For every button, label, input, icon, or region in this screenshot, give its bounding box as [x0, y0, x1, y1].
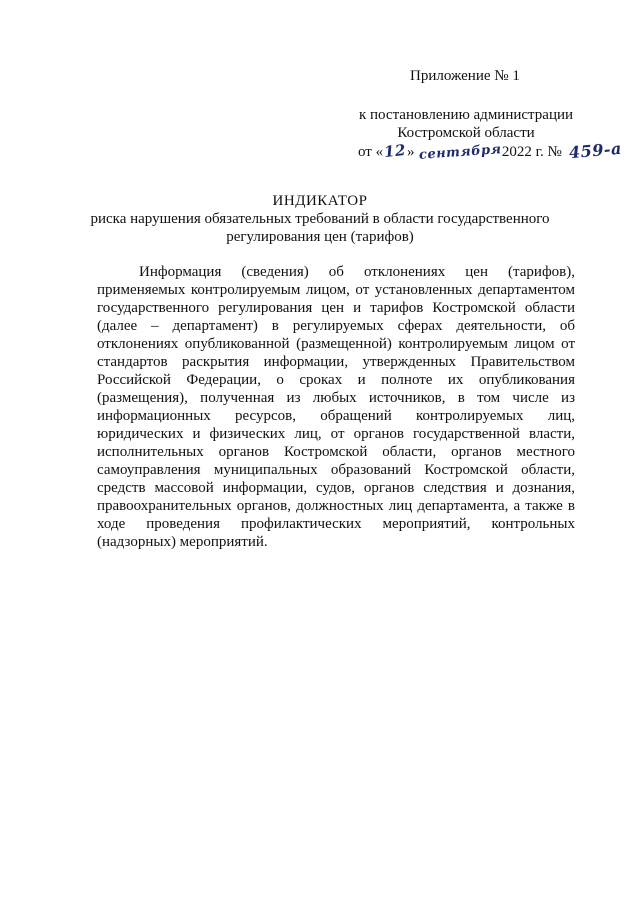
- appendix-label: Приложение № 1: [410, 68, 520, 84]
- document-subtitle: риска нарушения обязательных требований в области государственного регулирования цен (тарифов): [90, 211, 550, 245]
- approval-line-1: к постановлению администрации: [358, 107, 574, 123]
- approval-date-line: [352, 138, 623, 163]
- document-body: Информация (сведения) об отклонениях цен (тарифов), применяемых контролируемым лицом, от установленных департаментом государственного регулирования цен и тарифов Костромской области (далее – департамент) в регулируемых сферах деятельности, об отклонениях опубликованной (размещенной) контролируемым лицом от стандартов раскрытия информации, утвержденных Правительством Российской Федерации, о сроках и полноте их опубликования (размещения), полученная из любых источников, в том числе из информационных ресурсов, обращений контролируемых лиц, юридических и физических лиц, от органов государственной власти, исполнительных органов Костромской области, органов местного самоуправления муниципальных образований Костромской области, средств массовой информации, судов, органов следствия и дознания, правоохранительных органов, должностных лиц департамента, а также в ходе проведения профилактических мероприятий, контрольных (надзорных) мероприятий.: [97, 264, 575, 550]
- handwritten-month: сентября: [418, 142, 503, 163]
- document-title: ИНДИКАТОР: [272, 193, 368, 209]
- date-prefix: от «: [358, 144, 384, 160]
- document-header: [60, 192, 580, 246]
- date-mid: »: [406, 144, 419, 160]
- approval-line-2: Костромской области: [397, 125, 535, 141]
- approval-block: [352, 106, 623, 163]
- handwritten-day: 12: [383, 140, 407, 162]
- handwritten-number: 459-а: [567, 138, 623, 163]
- date-year: 2022 г. №: [501, 144, 566, 160]
